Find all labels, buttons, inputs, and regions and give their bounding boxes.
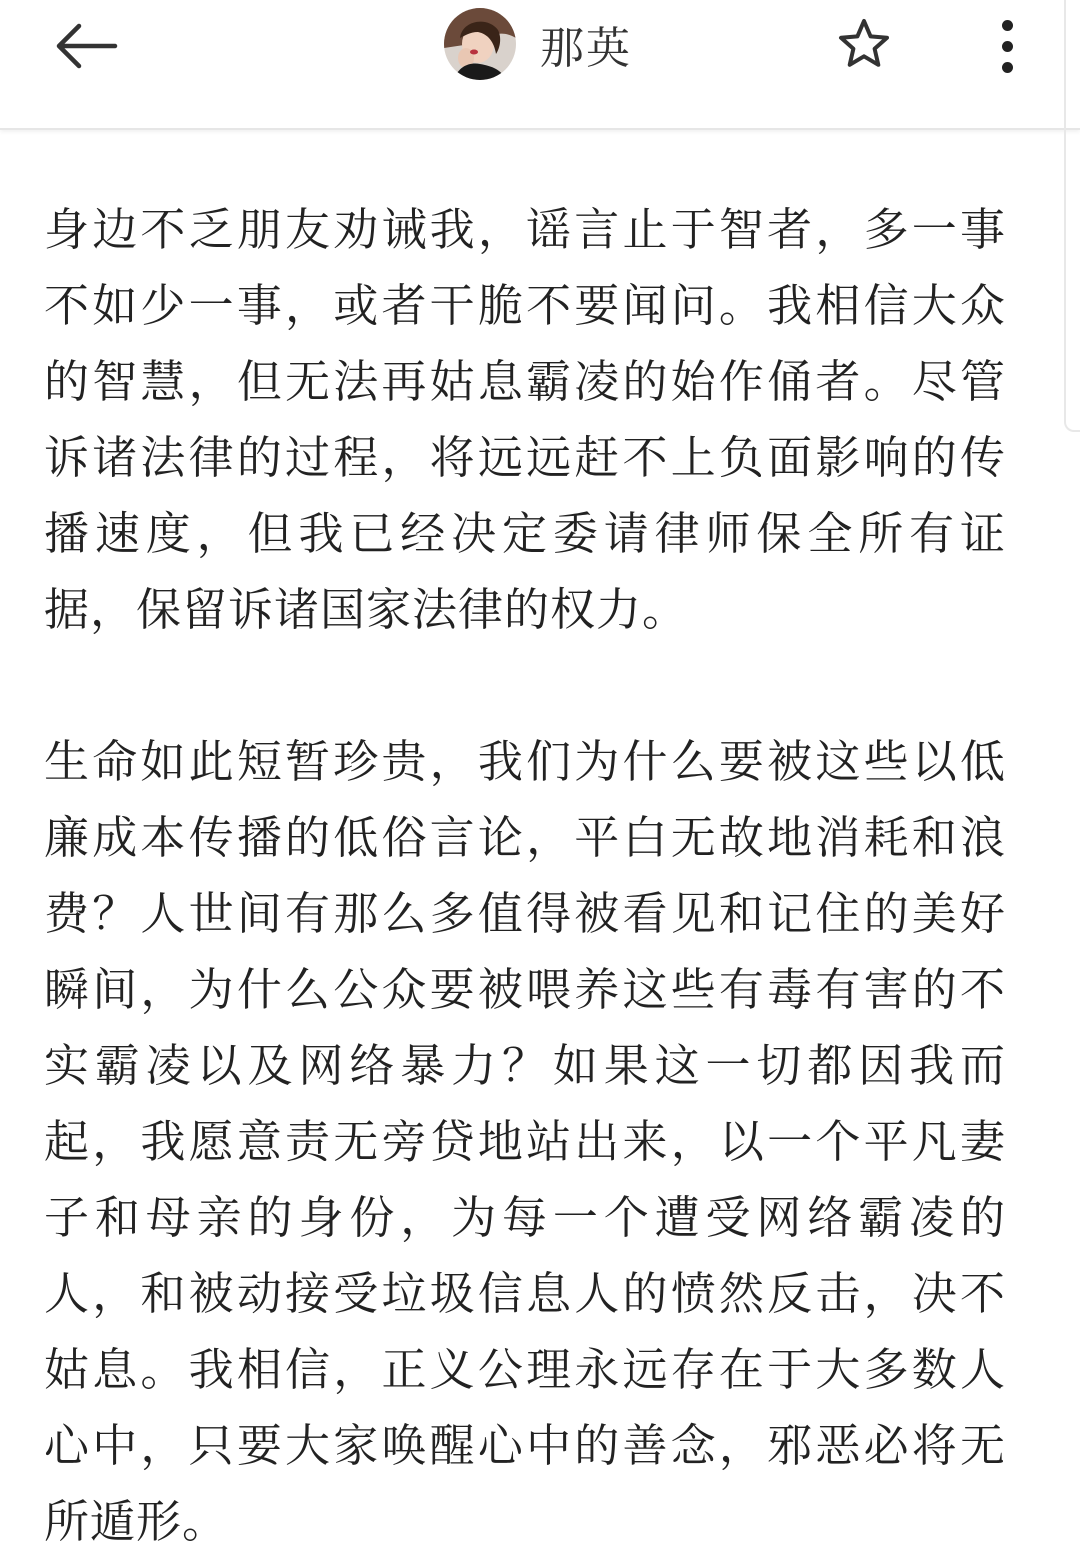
article-paragraph: 生命如此短暂珍贵，我们为什么要被这些以低廉成本传播的低俗言论，平白无故地消耗和浪费？人世间有那么多值得被看见和记住的美好瞬间，为什么公众要被喂养这些有毒有害的不实霸凌以及网络暴力？如果这一切都因我而起，我愿意责无旁贷地站出来，以一个平凡妻子和母亲的身份，为每一个遭受网络霸凌的人，和被动接受垃圾信息人的愤然反击，决不姑息。我相信，正义公理永远存在于大多数人心中，只要大家唤醒心中的善念，邪恶必将无所遁形。 — [44, 735, 1006, 1548]
article-body — [44, 192, 1006, 1560]
page-title: 那英 — [540, 23, 632, 74]
top-app-bar — [0, 0, 1080, 130]
star-outline-icon — [836, 16, 892, 72]
scrollbar[interactable] — [1064, 0, 1080, 432]
profile-header[interactable] — [444, 6, 632, 82]
more-vertical-icon — [1002, 20, 1013, 31]
back-arrow-icon — [53, 22, 119, 70]
more-options-button[interactable] — [982, 14, 1032, 78]
avatar[interactable] — [444, 8, 516, 80]
back-button[interactable] — [48, 16, 124, 76]
favorite-button[interactable] — [832, 12, 896, 76]
article-paragraph: 身边不乏朋友劝诫我，谣言止于智者，多一事不如少一事，或者干脆不要闻问。我相信大众的智慧，但无法再姑息霸凌的始作俑者。尽管诉诸法律的过程，将远远赶不上负面影响的传播速度，但我已经决定委请律师保全所有证据，保留诉诸国家法律的权力。 — [44, 203, 1006, 636]
